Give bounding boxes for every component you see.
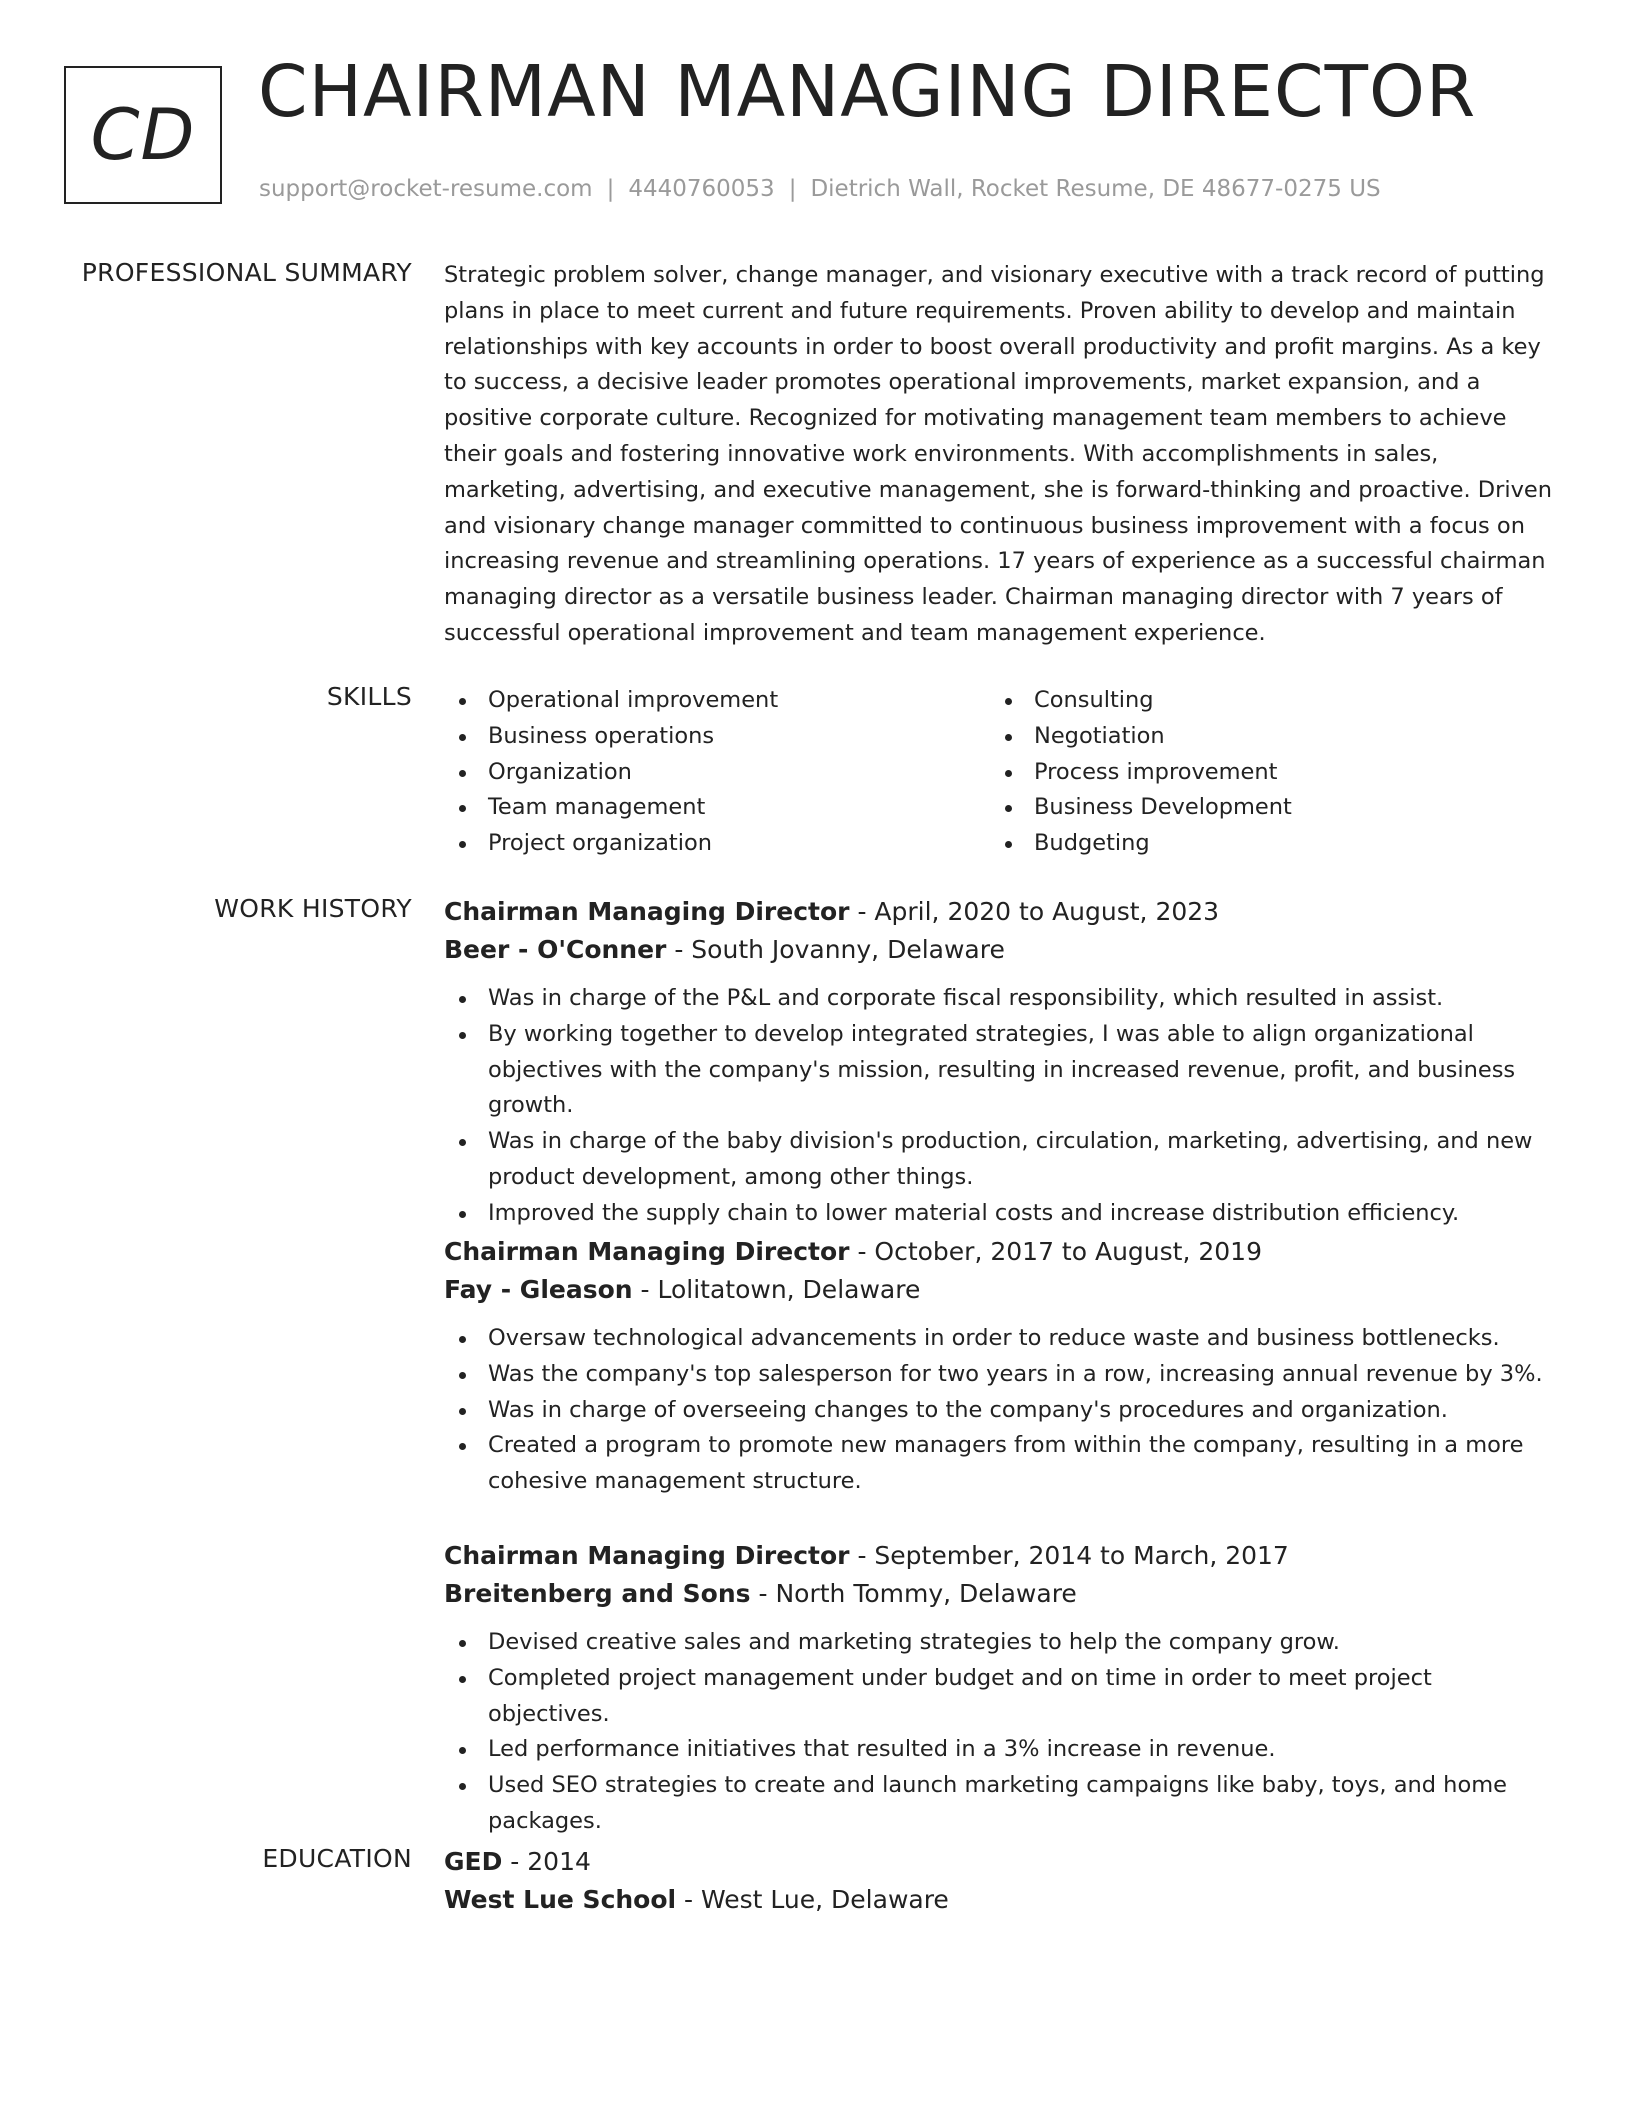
job-dates: - September, 2014 to March, 2017 [849,1541,1289,1570]
education-school: West Lue School [444,1885,677,1914]
job-location: - Lolitatown, Delaware [632,1275,921,1304]
skill-item: Operational improvement [444,683,990,719]
education-school-line [444,1881,1556,1919]
job-company: Fay - Gleason [444,1275,633,1304]
skill-item: Process improvement [990,755,1536,791]
contact-separator: | [788,176,797,202]
job-dates: - October, 2017 to August, 2019 [849,1237,1262,1266]
education-entry [444,1843,1556,1919]
job-bullet: By working together to develop integrated strategies, I was able to align organizational objectives with the company's mission, resulting in increased revenue, profit, and business growth. [444,1017,1556,1124]
job-title-line [444,1233,1556,1271]
job-title: Chairman Managing Director [444,1237,850,1266]
skills-section-label: SKILLS [326,682,412,711]
skills-column-left [444,683,990,862]
summary-section-label: PROFESSIONAL SUMMARY [81,258,412,287]
job-bullets [444,981,1556,1232]
job-company-line [444,1575,1556,1613]
job-location: - North Tommy, Delaware [750,1579,1077,1608]
job-dates: - April, 2020 to August, 2023 [849,897,1220,926]
job-title-line [444,1537,1556,1575]
skill-item: Organization [444,755,990,791]
job-title: Chairman Managing Director [444,897,850,926]
job-title-line [444,893,1556,931]
job-company: Breitenberg and Sons [444,1579,751,1608]
job-location: - South Jovanny, Delaware [666,935,1005,964]
work-section-label: WORK HISTORY [214,894,412,923]
job-entry [444,1233,1556,1500]
skills-column-right [990,683,1536,862]
job-company-line [444,931,1556,969]
job-entry [444,1537,1556,1840]
job-bullet: Was in charge of the P&L and corporate fiscal responsibility, which resulted in assist. [444,981,1556,1017]
skill-item: Budgeting [990,826,1536,862]
job-bullet: Used SEO strategies to create and launch marketing campaigns like baby, toys, and home packages. [444,1768,1556,1840]
job-bullet: Was in charge of overseeing changes to the company's procedures and organization. [444,1393,1556,1429]
contact-line [259,176,1381,202]
contact-email: support@rocket-resume.com [259,176,593,202]
summary-text: Strategic problem solver, change manager, and visionary executive with a track record of putting plans in place to meet current and future requirements. Proven ability to develop and maintain relationships with key accounts in order to boost overall productivity and profit margins. As a key to success, a decisive leader promotes operational improvements, market expansion, and a positive corporate culture. Recognized for motivating management team members to achieve their goals and fostering innovative work environments. With accomplishments in sales, marketing, advertising, and executive management, she is forward-thinking and proactive. Driven and visionary change manager committed to continuous business improvement with a focus on increasing revenue and streamlining operations. 17 years of experience as a successful chairman managing director as a versatile business leader. Chairman managing director with 7 years of successful operational improvement and team management experience. [444,262,1553,646]
job-bullet: Improved the supply chain to lower material costs and increase distribution efficiency. [444,1196,1556,1232]
skill-item: Negotiation [990,719,1536,755]
job-bullet: Was the company's top salesperson for two years in a row, increasing annual revenue by 3%. [444,1357,1556,1393]
skill-item: Consulting [990,683,1536,719]
skill-item: Team management [444,790,990,826]
job-bullet: Completed project management under budget and on time in order to meet project objectives. [444,1661,1556,1733]
education-year: - 2014 [502,1847,591,1876]
job-entry [444,893,1556,1232]
monogram-initials: CD [90,94,196,176]
job-title: Chairman Managing Director [444,1541,850,1570]
job-bullet: Was in charge of the baby division's production, circulation, marketing, advertising, and new product development, among other things. [444,1124,1556,1196]
skill-item: Business Development [990,790,1536,826]
skill-item: Business operations [444,719,990,755]
skills-list [444,683,1556,862]
contact-phone: 4440760053 [628,176,775,202]
job-bullets [444,1625,1556,1840]
job-bullet: Created a program to promote new managers from within the company, resulting in a more cohesive management structure. [444,1428,1556,1500]
education-degree-line [444,1843,1556,1881]
education-section-label: EDUCATION [262,1844,412,1873]
skill-item: Project organization [444,826,990,862]
resume-name-heading: CHAIRMAN MANAGING DIRECTOR [258,50,1477,133]
job-bullet: Devised creative sales and marketing strategies to help the company grow. [444,1625,1556,1661]
job-bullet: Led performance initiatives that resulted in a 3% increase in revenue. [444,1732,1556,1768]
contact-address: Dietrich Wall, Rocket Resume, DE 48677-0275 US [810,176,1381,202]
contact-separator: | [606,176,615,202]
job-bullets [444,1321,1556,1500]
job-bullet: Oversaw technological advancements in order to reduce waste and business bottlenecks. [444,1321,1556,1357]
education-location: - West Lue, Delaware [676,1885,949,1914]
job-company-line [444,1271,1556,1309]
monogram-box [64,66,222,204]
education-degree: GED [444,1847,503,1876]
job-company: Beer - O'Conner [444,935,667,964]
